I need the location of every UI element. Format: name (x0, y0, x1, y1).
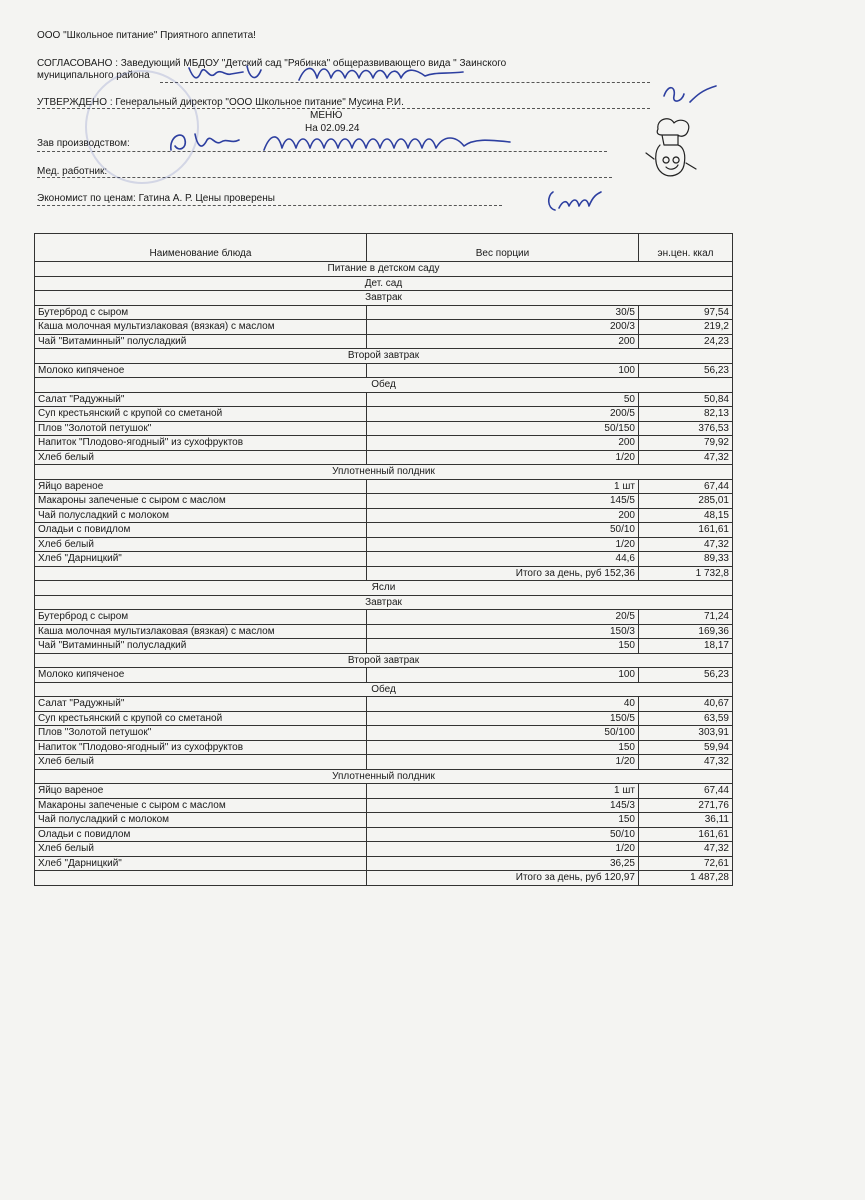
dish-name: Салат "Радужный" (35, 697, 367, 712)
total-empty-cell (35, 566, 367, 581)
table-title: Питание в детском саду (35, 262, 733, 277)
dish-name: Каша молочная мультизлаковая (вязкая) с маслом (35, 320, 367, 335)
dish-name: Суп крестьянский с крупой со сметаной (35, 711, 367, 726)
energy-kcal: 56,23 (639, 668, 733, 683)
meal-name: Завтрак (35, 595, 733, 610)
dish-name: Макароны запеченые с сыром с маслом (35, 494, 367, 509)
group-name: Ясли (35, 581, 733, 596)
table-row (35, 523, 733, 538)
energy-kcal: 303,91 (639, 726, 733, 741)
portion-weight: 44,6 (367, 552, 639, 567)
energy-kcal: 219,2 (639, 320, 733, 335)
portion-weight: 40 (367, 697, 639, 712)
dish-name: Хлеб белый (35, 537, 367, 552)
energy-kcal: 48,15 (639, 508, 733, 523)
portion-weight: 200 (367, 508, 639, 523)
portion-weight: 200 (367, 334, 639, 349)
energy-kcal: 82,13 (639, 407, 733, 422)
portion-weight: 150/5 (367, 711, 639, 726)
portion-weight: 150 (367, 639, 639, 654)
total-row (35, 566, 733, 581)
dish-name: Молоко кипяченое (35, 363, 367, 378)
signature-economist (545, 186, 605, 214)
dish-name: Хлеб белый (35, 450, 367, 465)
portion-weight: 1 шт (367, 784, 639, 799)
dish-name: Плов "Золотой петушок" (35, 421, 367, 436)
dish-name: Салат "Радужный" (35, 392, 367, 407)
total-kcal: 1 487,28 (639, 871, 733, 886)
total-empty-cell (35, 871, 367, 886)
energy-kcal: 161,61 (639, 827, 733, 842)
table-row (35, 494, 733, 509)
dish-name: Суп крестьянский с крупой со сметаной (35, 407, 367, 422)
group-name: Дет. сад (35, 276, 733, 291)
energy-kcal: 56,23 (639, 363, 733, 378)
meal-name: Уплотненный полдник (35, 465, 733, 480)
dish-name: Макароны запеченые с сыром с маслом (35, 798, 367, 813)
dish-name: Чай "Витаминный" полусладкий (35, 639, 367, 654)
column-header-dish: Наименование блюда (35, 234, 367, 262)
portion-weight: 100 (367, 363, 639, 378)
dish-name: Оладьи с повидлом (35, 523, 367, 538)
dish-name: Молоко кипяченое (35, 668, 367, 683)
energy-kcal: 79,92 (639, 436, 733, 451)
menu-table (34, 233, 733, 886)
group-row (35, 276, 733, 291)
portion-weight: 200/3 (367, 320, 639, 335)
company-line: ООО "Школьное питание" Приятного аппетита! (37, 30, 256, 41)
menu-date: На 02.09.24 (305, 123, 360, 134)
portion-weight: 145/3 (367, 798, 639, 813)
meal-row (35, 291, 733, 306)
table-row (35, 740, 733, 755)
meal-row (35, 769, 733, 784)
portion-weight: 200/5 (367, 407, 639, 422)
energy-kcal: 161,61 (639, 523, 733, 538)
meal-name: Завтрак (35, 291, 733, 306)
dish-name: Каша молочная мультизлаковая (вязкая) с маслом (35, 624, 367, 639)
energy-kcal: 169,36 (639, 624, 733, 639)
stamp (85, 70, 199, 184)
approved-line: УТВЕРЖДЕНО : Генеральный директор "ООО Школьное питание" Мусина Р.И. (37, 97, 404, 108)
table-row (35, 668, 733, 683)
table-row (35, 552, 733, 567)
signature-line (37, 205, 502, 206)
energy-kcal: 47,32 (639, 842, 733, 857)
column-header-weight: Вес порции (367, 234, 639, 262)
portion-weight: 145/5 (367, 494, 639, 509)
meal-name: Обед (35, 682, 733, 697)
agreed-line-2: муниципального района (37, 70, 150, 81)
table-row (35, 436, 733, 451)
portion-weight: 50/10 (367, 523, 639, 538)
meal-row (35, 653, 733, 668)
dish-name: Напиток "Плодово-ягодный" из сухофруктов (35, 436, 367, 451)
production-head-label: Зав производством: (37, 138, 130, 149)
table-row (35, 798, 733, 813)
energy-kcal: 18,17 (639, 639, 733, 654)
dish-name: Бутерброд с сыром (35, 610, 367, 625)
dish-name: Чай полусладкий с молоком (35, 813, 367, 828)
energy-kcal: 63,59 (639, 711, 733, 726)
dish-name: Напиток "Плодово-ягодный" из сухофруктов (35, 740, 367, 755)
energy-kcal: 89,33 (639, 552, 733, 567)
meal-row (35, 378, 733, 393)
energy-kcal: 67,44 (639, 479, 733, 494)
portion-weight: 20/5 (367, 610, 639, 625)
signature-agreed (185, 62, 275, 86)
portion-weight: 150/3 (367, 624, 639, 639)
dish-name: Хлеб белый (35, 842, 367, 857)
signature-approved (660, 82, 720, 108)
agreed-line: СОГЛАСОВАНО : Заведующий МБДОУ "Детский сад "Рябинка" общеразвивающего вида " Заинского (37, 58, 507, 69)
portion-weight: 1/20 (367, 842, 639, 857)
energy-kcal: 285,01 (639, 494, 733, 509)
meal-row (35, 349, 733, 364)
portion-weight: 30/5 (367, 305, 639, 320)
portion-weight: 1/20 (367, 755, 639, 770)
signature-production (165, 128, 255, 156)
meal-name: Обед (35, 378, 733, 393)
energy-kcal: 59,94 (639, 740, 733, 755)
dish-name: Плов "Золотой петушок" (35, 726, 367, 741)
table-row (35, 392, 733, 407)
portion-weight: 1/20 (367, 450, 639, 465)
meal-name: Второй завтрак (35, 349, 733, 364)
table-row (35, 784, 733, 799)
medic-label: Мед. работник: (37, 166, 108, 177)
meal-row (35, 682, 733, 697)
chef-icon (640, 115, 700, 195)
table-row (35, 508, 733, 523)
meal-row (35, 595, 733, 610)
table-row (35, 755, 733, 770)
table-row (35, 827, 733, 842)
meal-name: Уплотненный полдник (35, 769, 733, 784)
portion-weight: 150 (367, 740, 639, 755)
table-row (35, 726, 733, 741)
column-header-kcal: эн.цен. ккал (639, 234, 733, 262)
dish-name: Яйцо вареное (35, 479, 367, 494)
dish-name: Чай "Витаминный" полусладкий (35, 334, 367, 349)
energy-kcal: 71,24 (639, 610, 733, 625)
total-kcal: 1 732,8 (639, 566, 733, 581)
energy-kcal: 36,11 (639, 813, 733, 828)
energy-kcal: 67,44 (639, 784, 733, 799)
dish-name: Хлеб "Дарницкий" (35, 552, 367, 567)
table-row (35, 639, 733, 654)
energy-kcal: 376,53 (639, 421, 733, 436)
dish-name: Хлеб белый (35, 755, 367, 770)
table-row (35, 479, 733, 494)
dish-name: Чай полусладкий с молоком (35, 508, 367, 523)
energy-kcal: 97,54 (639, 305, 733, 320)
dish-name: Яйцо вареное (35, 784, 367, 799)
portion-weight: 100 (367, 668, 639, 683)
group-row (35, 581, 733, 596)
meal-name: Второй завтрак (35, 653, 733, 668)
portion-weight: 1 шт (367, 479, 639, 494)
energy-kcal: 47,32 (639, 755, 733, 770)
energy-kcal: 50,84 (639, 392, 733, 407)
portion-weight: 1/20 (367, 537, 639, 552)
energy-kcal: 40,67 (639, 697, 733, 712)
table-row (35, 813, 733, 828)
portion-weight: 50/150 (367, 421, 639, 436)
energy-kcal: 271,76 (639, 798, 733, 813)
portion-weight: 36,25 (367, 856, 639, 871)
table-row (35, 697, 733, 712)
energy-kcal: 72,61 (639, 856, 733, 871)
table-row (35, 334, 733, 349)
total-row (35, 871, 733, 886)
table-header-row (35, 234, 733, 262)
total-label: Итого за день, руб 120,97 (367, 871, 639, 886)
energy-kcal: 47,32 (639, 537, 733, 552)
portion-weight: 200 (367, 436, 639, 451)
menu-table-body (35, 262, 733, 886)
table-row (35, 305, 733, 320)
table-row (35, 363, 733, 378)
table-row (35, 450, 733, 465)
portion-weight: 50 (367, 392, 639, 407)
table-row (35, 856, 733, 871)
table-row (35, 711, 733, 726)
dish-name: Хлеб "Дарницкий" (35, 856, 367, 871)
portion-weight: 50/10 (367, 827, 639, 842)
signature-production-name (260, 128, 520, 158)
energy-kcal: 47,32 (639, 450, 733, 465)
table-row (35, 610, 733, 625)
portion-weight: 150 (367, 813, 639, 828)
table-row (35, 421, 733, 436)
table-row (35, 537, 733, 552)
signature-agreed-name (295, 62, 470, 88)
table-row (35, 320, 733, 335)
economist-line: Экономист по ценам: Гатина А. Р. Цены проверены (37, 193, 275, 204)
table-row (35, 842, 733, 857)
table-row (35, 407, 733, 422)
dish-name: Бутерброд с сыром (35, 305, 367, 320)
energy-kcal: 24,23 (639, 334, 733, 349)
portion-weight: 50/100 (367, 726, 639, 741)
meal-row (35, 465, 733, 480)
table-row (35, 624, 733, 639)
dish-name: Оладьи с повидлом (35, 827, 367, 842)
total-label: Итого за день, руб 152,36 (367, 566, 639, 581)
table-title-row (35, 262, 733, 277)
menu-title: МЕНЮ (310, 110, 343, 121)
